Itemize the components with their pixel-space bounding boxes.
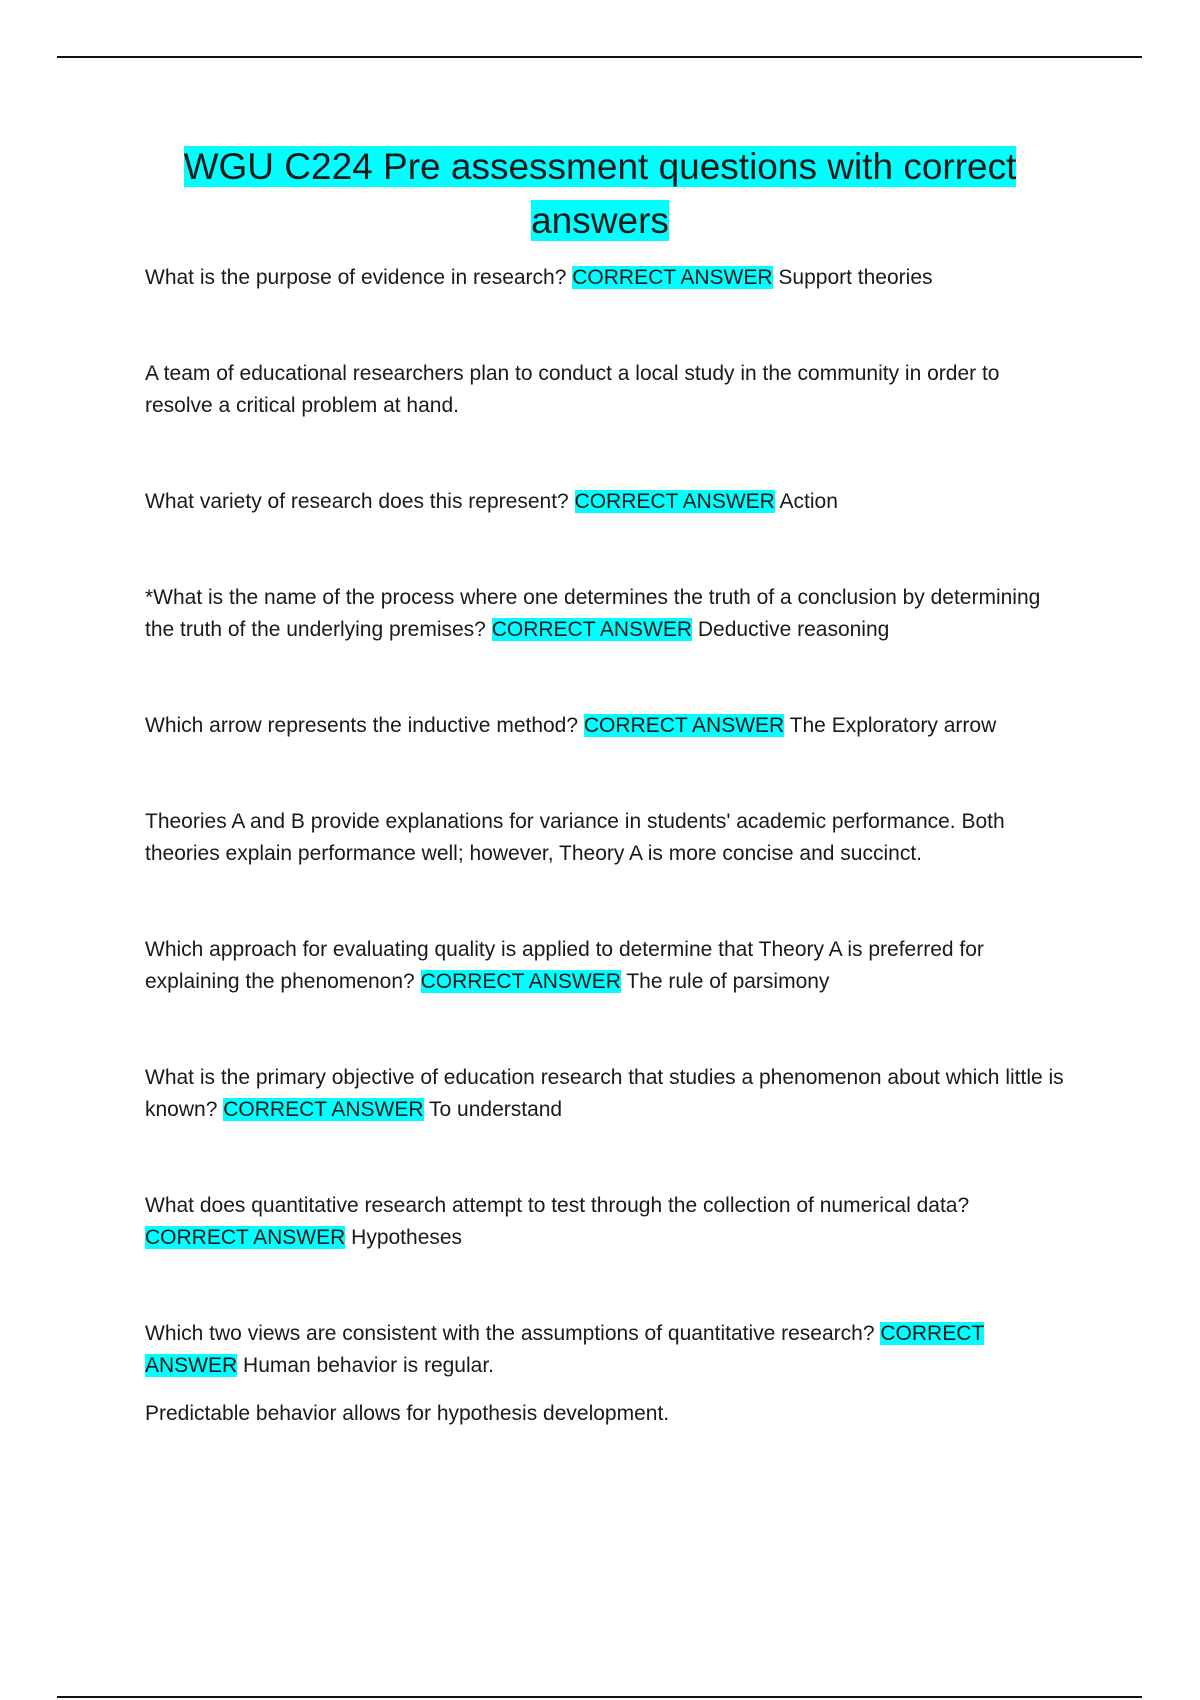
qa-item-4 bbox=[145, 710, 1070, 742]
correct-answer-marker: CORRECT ANSWER bbox=[583, 714, 785, 737]
document-title bbox=[150, 140, 1050, 248]
correct-answer-marker: CORRECT ANSWER bbox=[572, 266, 773, 289]
qa-item-6 bbox=[145, 1062, 1070, 1126]
qa-item-3 bbox=[145, 582, 1070, 646]
question-text: *What is the name of the process where one determines the truth of a conclusion by determining the truth of the underlying premises? bbox=[145, 586, 1041, 641]
context-paragraph-1 bbox=[145, 358, 1070, 422]
top-rule bbox=[57, 56, 1142, 58]
correct-answer-marker: CORRECT ANSWER bbox=[223, 1098, 424, 1121]
qa-item-5 bbox=[145, 934, 1070, 998]
qa-item-7 bbox=[145, 1190, 1070, 1254]
bottom-rule bbox=[57, 1696, 1142, 1698]
correct-answer-marker: CORRECT ANSWER bbox=[491, 618, 693, 641]
correct-answer-marker: CORRECT ANSWER bbox=[574, 490, 775, 513]
answer-text: Support theories bbox=[778, 266, 933, 289]
answer-text: Deductive reasoning bbox=[697, 618, 890, 641]
question-text: What is the purpose of evidence in research? bbox=[145, 266, 567, 289]
answer-text: Hypotheses bbox=[351, 1226, 463, 1249]
context-paragraph-2 bbox=[145, 806, 1070, 870]
answer-text: Human behavior is regular. bbox=[243, 1354, 494, 1377]
qa-item-1 bbox=[145, 262, 1070, 294]
context-paragraph-3 bbox=[145, 1398, 1070, 1430]
question-text: Which arrow represents the inductive method? bbox=[145, 714, 579, 737]
document-body bbox=[145, 262, 1070, 1430]
answer-text: The rule of parsimony bbox=[626, 970, 830, 993]
question-text: Which two views are consistent with the assumptions of quantitative research? bbox=[145, 1322, 875, 1345]
question-text: What is the primary objective of education research that studies a phenomenon about which little is known? bbox=[145, 1066, 1064, 1121]
context-text: Predictable behavior allows for hypothesis development. bbox=[145, 1402, 670, 1425]
question-text: What variety of research does this represent? bbox=[145, 490, 569, 513]
context-text: A team of educational researchers plan to conduct a local study in the community in order to resolve a critical problem at hand. bbox=[145, 362, 1000, 417]
qa-item-8 bbox=[145, 1318, 1070, 1382]
correct-answer-marker: CORRECT ANSWER bbox=[420, 970, 621, 993]
correct-answer-marker: CORRECT ANSWER bbox=[145, 1226, 346, 1249]
answer-text: The Exploratory arrow bbox=[789, 714, 997, 737]
answer-text: Action bbox=[779, 490, 838, 513]
document-title-text: WGU C224 Pre assessment questions with correct answers bbox=[183, 146, 1017, 241]
qa-item-2 bbox=[145, 486, 1070, 518]
answer-text: To understand bbox=[429, 1098, 563, 1121]
context-text: Theories A and B provide explanations for variance in students' academic performance. Both theories explain performance well; however, Theory A is more concise and succinct. bbox=[145, 810, 1005, 865]
question-text: Which approach for evaluating quality is applied to determine that Theory A is preferred for explaining the phenomenon? bbox=[145, 938, 984, 993]
question-text: What does quantitative research attempt to test through the collection of numerical data? bbox=[145, 1194, 970, 1217]
correct-answer-marker: CORRECT ANSWER bbox=[145, 1322, 985, 1377]
